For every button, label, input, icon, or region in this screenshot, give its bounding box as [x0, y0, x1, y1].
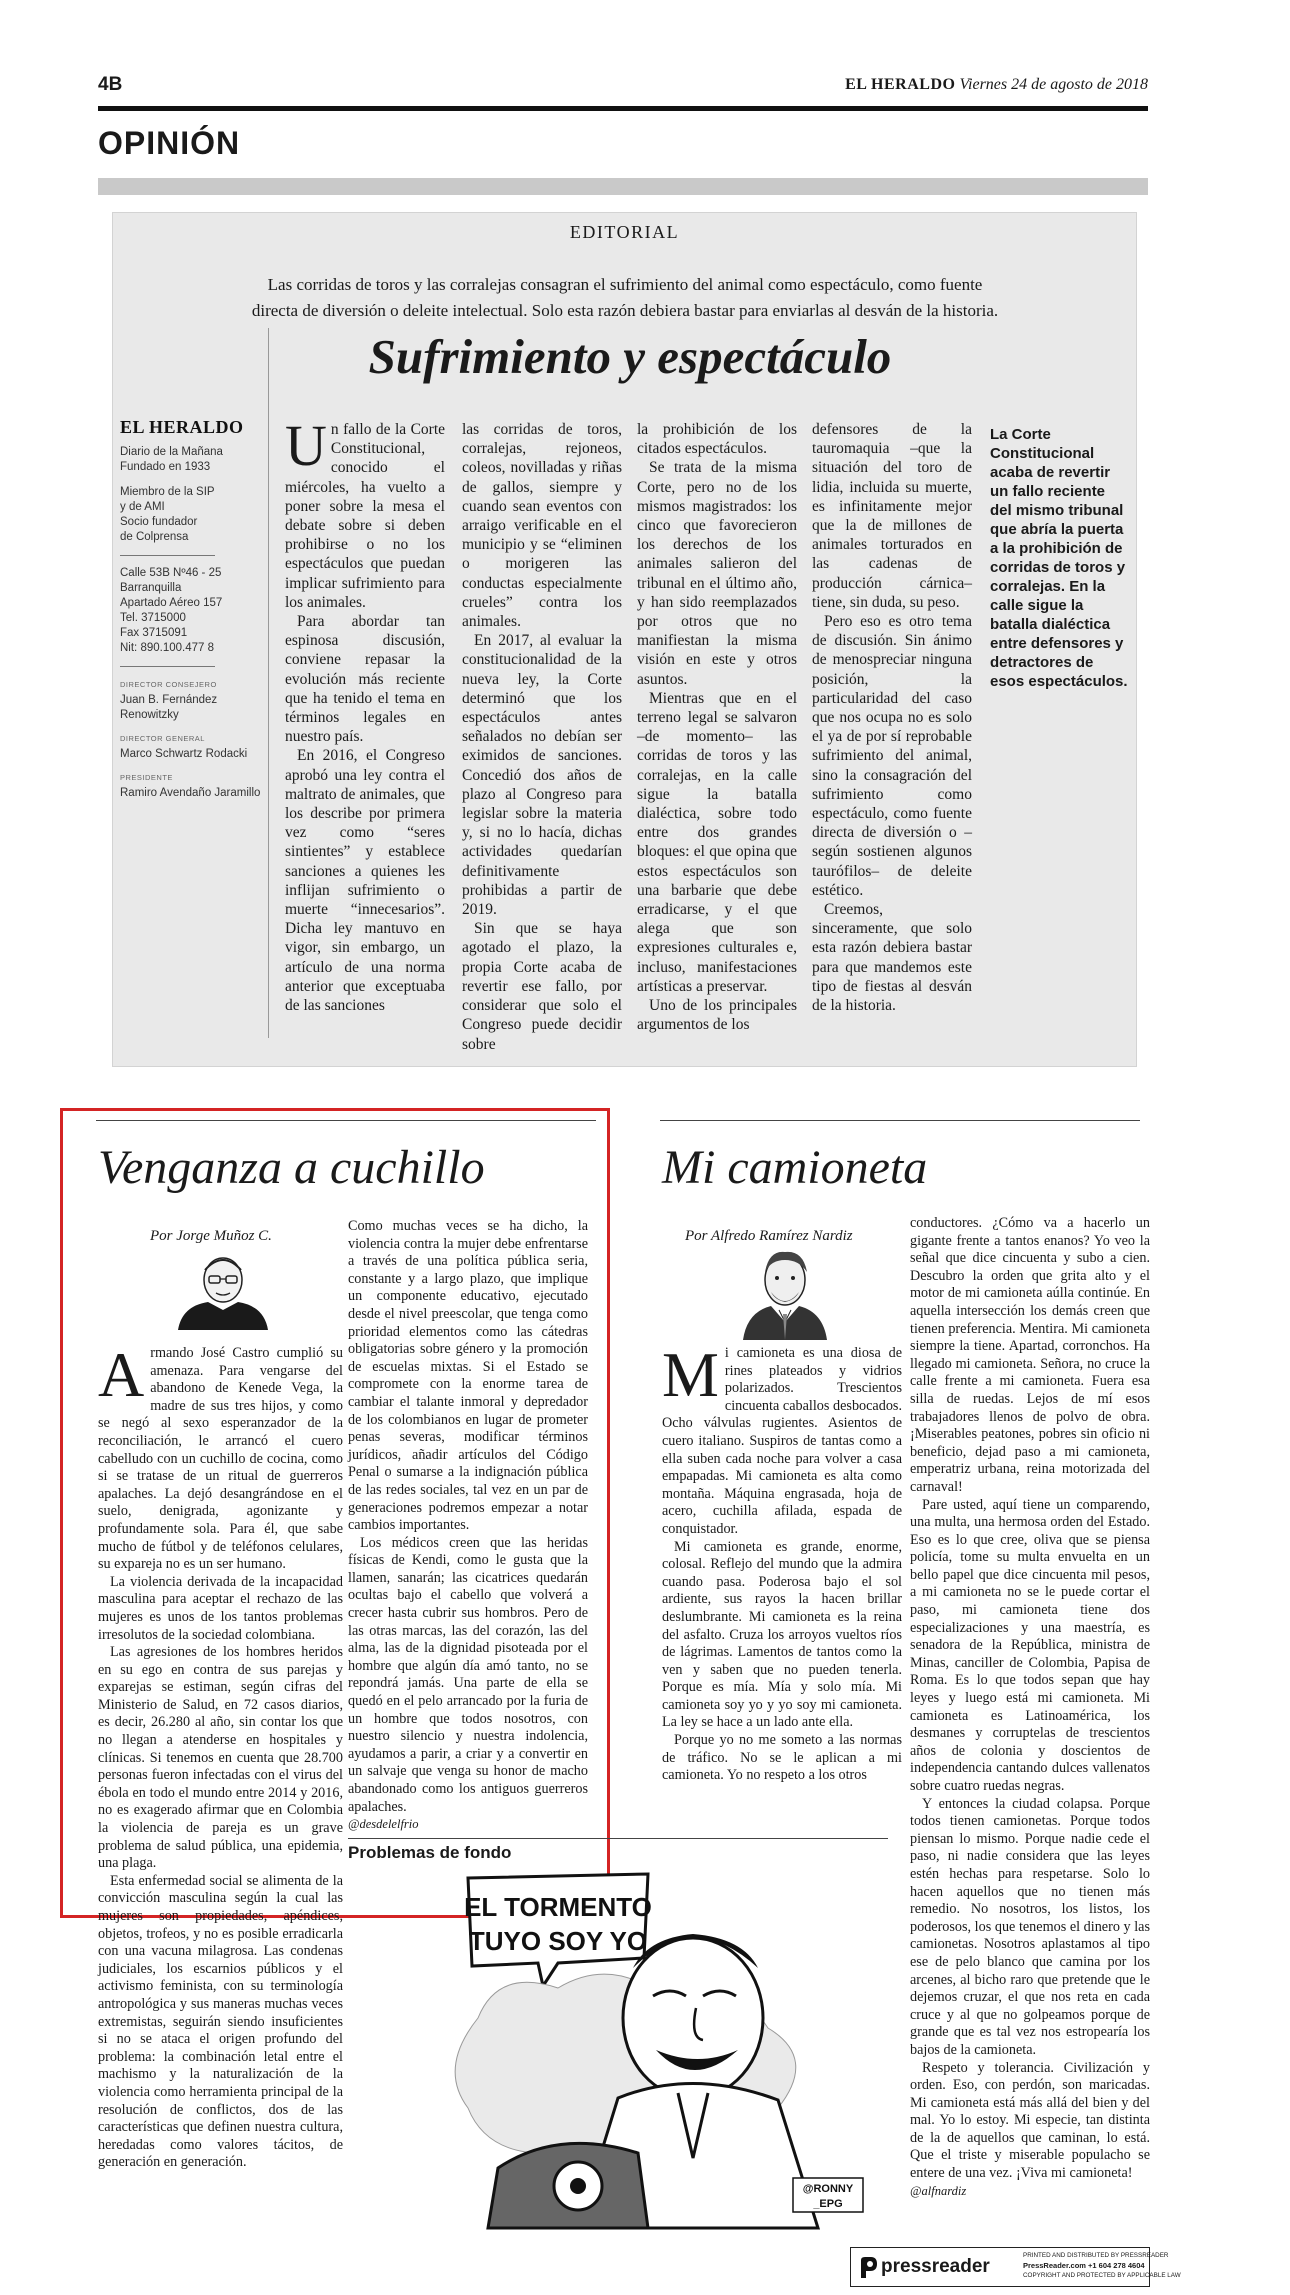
editorial-paragraph: Para abordar tan espinosa discusión, conviene repasar la evolución más reciente que ha tenido el tema en términos legales en nuestro país.	[285, 613, 445, 746]
editorial-paragraph: Creemos, sinceramente, que solo esta razón debiera bastar para que mandemos este tipo de fiestas al desván de la historia.	[812, 901, 972, 1015]
column-left-text-2	[348, 1218, 588, 1832]
editorial-subtitle-line: directa de diversión o deleite intelectual. Solo esta razón debiera bastar para enviarlas al desván de la historia.	[251, 301, 999, 320]
cartoon-heading: Problemas de fondo	[348, 1843, 512, 1862]
masthead-divider	[120, 666, 215, 667]
editorial-paragraph: las corridas de toros, corralejas, rejoneos, coleos, novilladas y riñas de gallos, siempre y cuando sean eventos con arraigo verificable en el municipio y se “eliminen o morigeren las conductas especialmente crueles” contra los animales.	[462, 421, 622, 631]
address-line: Fax 3715091	[120, 627, 188, 639]
speech-line-1: EL TORMENTO	[464, 1892, 652, 1922]
masthead-line: Socio fundador	[120, 516, 198, 528]
masthead-info	[120, 445, 270, 475]
address-line: Tel. 3715000	[120, 612, 186, 624]
editorial-paragraph	[285, 413, 445, 612]
masthead	[120, 417, 270, 803]
paragraph-text: i camioneta es una diosa de rines plateados y vidrios polarizados. Trescientos cincuenta caballos desbocados. Ocho válvulas rugientes. Asientos de cuero italiano. Suspiros de tantas como a ella suben cada noche para volver a casa empapadas. Mi camioneta es alta como montaña. Máquina engrasada, hoja de acero, cuchilla afilada, espada de conquistador.	[662, 1345, 902, 1537]
paragraph-text: n fallo de la Corte Constitucional, conocido el miércoles, ha vuelto a poner sobre la mesa el debate sobre si deben prohibirse o no los espectáculos que puedan implicar sufrimiento para los animales.	[285, 421, 445, 611]
masthead-divider	[120, 555, 215, 556]
pressreader-icon	[857, 2256, 879, 2280]
column-left-text-1	[98, 1339, 343, 2171]
article-paragraph: Los médicos creen que las heridas físicas de Kendi, como le gusta que la llamen, sanarán; las cicatrices quedarán ocultas bajo el cabello que volverá a crecer hasta cubrir sus hombros. Pero de las otras marcas, las del corazón, las del alma, las de la dignidad pisoteada por el hombre que algún día amó tanto, no se repondrá jamás. Una parte de ella se quedó en el pelo arrancado por la furia de un hombre que todos nosotros, con nuestro silencio y nuestra indolencia, ayudamos a parir, a criar y a convertir en un salvaje que venga su honor de macho abandonado como los antiguos guerreros apalaches.	[348, 1534, 588, 1815]
masthead-line: Fundado en 1933	[120, 461, 211, 473]
masthead-line: de Colprensa	[120, 531, 189, 543]
speech-line-2: TUYO SOY YO	[468, 1926, 648, 1956]
article-paragraph: La violencia derivada de la incapacidad masculina para aceptar el rechazo de las mujeres es unos de los tantos problemas irresolutos de la sociedad colombiana.	[98, 1573, 343, 1643]
editorial-label: EDITORIAL	[569, 222, 680, 242]
article-paragraph	[98, 1339, 343, 1574]
article-paragraph: Pare usted, aquí tiene un comparendo, una multa, una hermosa orden del Estado. Eso es lo que cree, oliva que se piensa policía, tome su multa envuelta en un bello papel que dice cincuenta mil pesos, a mi camioneta no se le puede cortar el paso, mi camioneta tiene dos especializaciones y una maestría, es senadora de la República, ministra de Minas, canciller de Colombia, Papisa de Roma. Es lo que todos sepan que hay leyes y luego está mi camioneta. Mi camioneta es Latinoamérica, los desmanes y corruptelas de trescientos años de colonia y doscientos de independencia cantando dulces vallenatos sobre cuatro ruedas negras.	[910, 1496, 1150, 1794]
article-paragraph: Esta enfermedad social se alimenta de la convicción masculina según la cual las mujeres son propiedades, apéndices, objetos, trofeos, y no es posible erradicarla con una vacuna milagrosa. Las condenas judiciales, los escarnios públicos y el activismo feminista, con su terminología antropológica y sus maneras muchas veces extremistas, seguirán siendo insuficientes si no se ataca el origen profundo del problema: la combinación letal entre el machismo y la naturalización de la violencia como herramienta principal de la resolución de conflictos, dos de las características que definen nuestra cultura, heredadas como valores tácitos, de generación en generación.	[98, 1872, 343, 2171]
cartoon-signature: @RONNY	[802, 2183, 854, 2195]
staff-role: DIRECTOR CONSEJERO	[120, 680, 217, 689]
staff-name: Marco Schwartz Rodacki	[120, 748, 248, 760]
masthead-line: Diario de la Mañana	[120, 446, 223, 458]
editorial-paragraph: En 2017, al evaluar la constitucionalidad de la nueva ley, la Corte determinó que los espectáculos antes señalados no debían ser eximidos de sanciones. Concedió dos años de plazo al Congreso para legislar sobre la materia y, si no lo hacía, dichas actividades quedarían definitivamente prohibidas a partir de 2019.	[462, 632, 622, 919]
editorial-paragraph: defensores de la tauromaquia –que la situación del toro de lidia, incluida su muerte, es infinitamente mejor que la de millones de animales torturados en las cadenas de producción cárnica– tiene, sin duda, su peso.	[812, 421, 972, 611]
article-paragraph	[662, 1339, 902, 1539]
editorial-paragraph: Sin que se haya agotado el plazo, la propia Corte acaba de revertir ese fallo, por considerar que solo el Congreso puede decidir sobre	[462, 920, 622, 1053]
editorial-cartoon	[348, 1868, 888, 2228]
article-paragraph: Las agresiones de los hombres heridos en su ego en contra de sus parejas y exparejas se estiman, según cifras del Ministerio de Salud, en 72 casos diarios, es decir, 26.280 al año, sin contar los que no llegan a atenderse en hospitales y clínicas. Si tenemos en cuenta que 28.700 personas fueron infectadas con el virus del ébola en todo el mundo entre 2014 y 2016, no es exagerado afirmar que en Colombia la violencia de pareja es un grave problema de salud pública, una epidemia, una plaga.	[98, 1644, 343, 1872]
masthead-membership	[120, 485, 270, 545]
author-handle: @desdelelfrio	[348, 1817, 419, 1832]
editorial-paragraph: Pero eso es otro tema de discusión. Sin ánimo de menospreciar ninguna posición, la particularidad del caso que nos ocupa no es solo el ya de por sí reprobable sufrimiento del animal, sino la consagración del sufrimiento como espectáculo, como fuente directa de diversión o –según sostienen algunos taurófilos– de deleite estético.	[812, 613, 972, 899]
masthead-line: Miembro de la SIP	[120, 486, 215, 498]
editorial-paragraph: Uno de los principales argumentos de los	[637, 997, 797, 1034]
byline-right: Por Alfredo Ramírez Nardiz	[685, 1228, 853, 1244]
editorial-column-3	[637, 420, 797, 1034]
staff-role: DIRECTOR GENERAL	[120, 734, 205, 743]
editorial-paragraph: Mientras que en el terreno legal se salvaron –de momento– las corridas de toros y las corralejas, en la calle sigue la batalla dialéctica, sobre todo entre dos grandes bloques: el que opina que estos espectáculos son una barbarie que debe erradicarse, y el que alega que son expresiones culturales e, incluso, manifestaciones artísticas a preservar.	[637, 689, 797, 995]
dropcap: U	[285, 413, 327, 478]
editorial-column-2	[462, 420, 622, 1053]
column-rule	[660, 1120, 1140, 1121]
staff-name: Ramiro Avendaño Jaramillo	[120, 787, 261, 799]
column-title-right: Mi camioneta	[662, 1141, 928, 1194]
byline-left: Por Jorge Muñoz C.	[150, 1228, 272, 1244]
editorial-column-4	[812, 420, 972, 1030]
author-portrait-left	[168, 1252, 278, 1330]
notice-line: COPYRIGHT AND PROTECTED BY APPLICABLE LAW	[1023, 2272, 1181, 2279]
pressreader-notice	[1023, 2251, 1181, 2281]
staff-role: PRESIDENTE	[120, 773, 173, 782]
dropcap: A	[98, 1339, 145, 1410]
editorial-column-1	[285, 413, 445, 1030]
cartoon-signature-sub: _EPG	[813, 2198, 843, 2210]
column-rule	[96, 1120, 596, 1121]
editorial-pullquote: La Corte Constitucional acaba de revertir un fallo reciente del mismo tribunal que abría la puerta a la prohibición de corridas de toros y corralejas. En la calle sigue la batalla dialéctica entre defensores y detractores de esos espectáculos.	[990, 426, 1128, 690]
section-title: OPINIÓN	[98, 125, 241, 161]
editorial-subtitle-line: Las corridas de toros y las corralejas consagran el sufrimiento del animal como espectáculo, como fuente	[267, 275, 983, 294]
page-number: 4B	[98, 74, 123, 95]
header-rule	[98, 106, 1148, 111]
address-line: Apartado Aéreo 157	[120, 597, 223, 609]
masthead-logo: EL HERALDO	[120, 417, 244, 437]
column-right-text-2	[910, 1215, 1150, 2233]
staff-name: Juan B. Fernández Renowitzky	[120, 694, 218, 721]
address-line: Barranquilla	[120, 582, 182, 594]
article-paragraph: Mi camioneta es grande, enorme, colosal. Reflejo del mundo que la admira cuando pasa. Poderosa bajo el sol ardiente, sus rayos la hacen brillar deslumbrante. Mi camioneta es la reina del asfalto. Cruza los arroyos vueltos ríos de lágrimas. Lamentos de tantos como la ven y saben que no pueden tenerla. Porque es mía. Mía y solo mía. Mi camioneta soy yo y yo soy mi camioneta. La ley se hace a un lado ante ella.	[662, 1538, 902, 1731]
dropcap: M	[662, 1339, 719, 1410]
article-paragraph: Y entonces la ciudad colapsa. Porque todos tienen camionetas. Porque todos piensan lo mismo. Porque nadie cede el paso, ni nadie considera que las leyes estén hechas para respetarse. Solo lo hacen aquellos que no tienen más remedio. No nosotros, los listos, los poderosos, los que tenemos el dinero y las camionetas. Nosotros aplastamos al tipo ese de pelo blanco que camina por los arcenes, al bicho raro que pretende que le dejemos cruzar, el que nos reta en cada cruce y al que no golpeamos porque de grande que es tal vez nos estropearía los bajos de la camioneta.	[910, 1795, 1150, 2058]
address-line: Nit: 890.100.477 8	[120, 642, 214, 654]
notice-line: PRINTED AND DISTRIBUTED BY PRESSREADER	[1023, 2252, 1169, 2259]
paper-name: EL HERALDO	[845, 76, 956, 93]
issue-date: Viernes 24 de agosto de 2018	[959, 76, 1148, 93]
article-paragraph: Respeto y tolerancia. Civilización y orden. Eso, con perdón, son maricadas. Mi camioneta está más allá del bien y del mal. Yo lo estoy. Mi especie, tan distinta de la de aquellos que caminan, lo está. Que el triste y miserable populacho se entere de una vez. ¡Viva mi camioneta!	[910, 2059, 1150, 2182]
column-right-text-1	[662, 1339, 902, 1784]
masthead-separator	[268, 328, 269, 1038]
editorial-paragraph: Se trata de la misma Corte, pero no de los mismos magistrados: los cinco que favorecieron los derechos de los animales salieron del tribunal en el último año, y han sido reemplazados por otros que no manifiestan la misma visión en este y otros asuntos.	[637, 459, 797, 688]
article-paragraph: Como muchas veces se ha dicho, la violencia contra la mujer debe enfrentarse a través de una política pública seria, constante y a largo plazo, que implique un componente educativo, ejecutado desde el nivel preescolar, que tenga como prioridad elementos como las cátedras obligatorias sobre género y la promoción de escuelas mixtas. Si el Estado se compromete con la enorme tarea de cambiar el talante inmoral y depredador de los colombianos en lugar de prometer penas severas, modificar términos jurídicos, añadir artículos del Código Penal o sumarse a la indignación pública de las redes sociales, tal vez en un par de generaciones podremos empezar a notar cambios importantes.	[348, 1218, 588, 1534]
address-line: Calle 53B Nº46 - 25	[120, 567, 222, 579]
pressreader-footer	[850, 2247, 1181, 2287]
editorial-paragraph: la prohibición de los citados espectáculos.	[637, 421, 797, 458]
column-title-left: Venganza a cuchillo	[98, 1141, 485, 1194]
article-paragraph: conductores. ¿Cómo va a hacerlo un gigante frente a tantos enanos? Yo veo la señal que dice cincuenta y subo a cien. Descubro la orden que grita alto y el motor de mi camioneta aúlla continúe. En aquella intersección los demás creen que tienen preferencia. Mentira. Mi camioneta siempre la tiene. Apartad, corronchos. Ha llegado mi camioneta. Señora, no cruce la calle frente a mi camioneta. Fuera esa silla de ruedas. Lejos de mí esos trabajadores llenos de polvo de obra. ¡Miserables peatones, pobres sin oficio ni beneficio, dejad paso a mi camioneta, emperatriz urbana, reina motorizada del carnaval!	[910, 1215, 1150, 1495]
masthead-address	[120, 566, 270, 656]
editorial-subtitle	[150, 272, 1100, 324]
pressreader-logo: pressreader	[881, 2256, 990, 2277]
author-handle: @alfnardiz	[910, 2183, 967, 2198]
editorial-paragraph: En 2016, el Congreso aprobó una ley contra el maltrato de animales, que los describe por primera vez como “seres sintientes” y establece sanciones a quienes les inflijan sufrimiento o muerte “innecesarios”. Dicha ley mantuvo en vigor, sin embargo, un artículo de una norma anterior que exceptuaba de las sanciones	[285, 747, 445, 1015]
author-portrait-right	[735, 1248, 835, 1340]
article-paragraph: Porque yo no me someto a las normas de tráfico. No se le aplican a mi camioneta. Yo no respeto a los otros	[662, 1732, 902, 1784]
notice-line: PressReader.com +1 604 278 4604	[1023, 2261, 1145, 2270]
masthead-line: y de AMI	[120, 501, 165, 513]
paragraph-text: rmando José Castro cumplió su amenaza. Para vengarse del abandono de Kenede Vega, la madre de sus tres hijos, y como se negó al sexo esperanzador de la reconciliación, le arrancó el cuero cabelludo con un cuchillo de cocina, como si se tratase de un ritual de guerreros apalaches. La dejó desangrándose en el suelo, denigrada, agonizante y profundamente sola. Para él, que sabe mucho de fútbol y de teléfonos celulares, su expareja no es un ser humano.	[98, 1345, 343, 1573]
paper-date-line	[845, 76, 1148, 94]
section-band	[98, 178, 1148, 195]
editorial-title: Sufrimiento y espectáculo	[368, 329, 892, 384]
cartoon-rule	[348, 1838, 888, 1839]
